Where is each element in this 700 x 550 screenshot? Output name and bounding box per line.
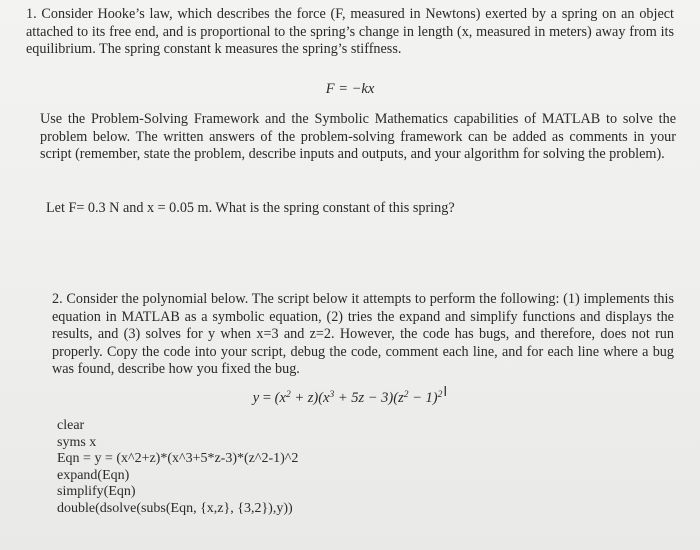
code-line: double(dsolve(subs(Eqn, {x,z}, {3,2}),y)): [57, 500, 293, 516]
code-line: expand(Eqn): [57, 467, 130, 483]
hookes-law-equation: F = −kx: [325, 81, 375, 97]
question-1-instructions: Use the Problem-Solving Framework and the Symbolic Mathematics capabilities of MATLAB to solve the problem below. The written answers of the problem-solving framework can be added as comments in your script (remember, state the problem, describe inputs and outputs, and your algorithm for solving the problem).: [40, 111, 676, 163]
text-cursor-icon: I: [443, 385, 448, 400]
question-1-intro: 1. Consider Hooke’s law, which describes the force (F, measured in Newtons) exerted by a spring on an object attached to its free end, and is proportional to the spring’s change in length (x, measured in meters) away from its equilibrium. The spring constant k measures the spring’s stiffness.: [26, 6, 674, 58]
equation-rhs: $(x^2 + z)(x^3 + 5z - 3)(z^2 - 1)^2$: [274, 390, 443, 406]
equation-lhs: y: [252, 390, 260, 406]
code-line: syms x: [57, 434, 97, 450]
code-line: clear: [57, 418, 85, 433]
code-line: simplify(Eqn): [57, 484, 136, 500]
matlab-code-block: [57, 418, 557, 518]
polynomial-equation: $y = (x^2 + z)(x^3 + 5z - 3)(z^2 - 1)^2I$: [252, 385, 448, 406]
question-1-given: Let F= 0.3 N and x = 0.05 m. What is the spring constant of this spring?: [46, 200, 455, 216]
code-line: Eqn = y = (x^2+z)*(x^3+5*z-3)*(z^2-1)^2: [57, 451, 299, 467]
question-2-intro: 2. Consider the polynomial below. The script below it attempts to perform the following: (1) implements this equation in MATLAB as a symbolic equation, (2) tries the expand and simplify functions and displays the results, and (3) solves for y when x=3 and z=2. However, the code has bugs, and therefore, does not run properly. Copy the code into your script, debug the code, comment each line, and for each line where a bug was found, describe how you fixed the bug.: [52, 291, 674, 378]
